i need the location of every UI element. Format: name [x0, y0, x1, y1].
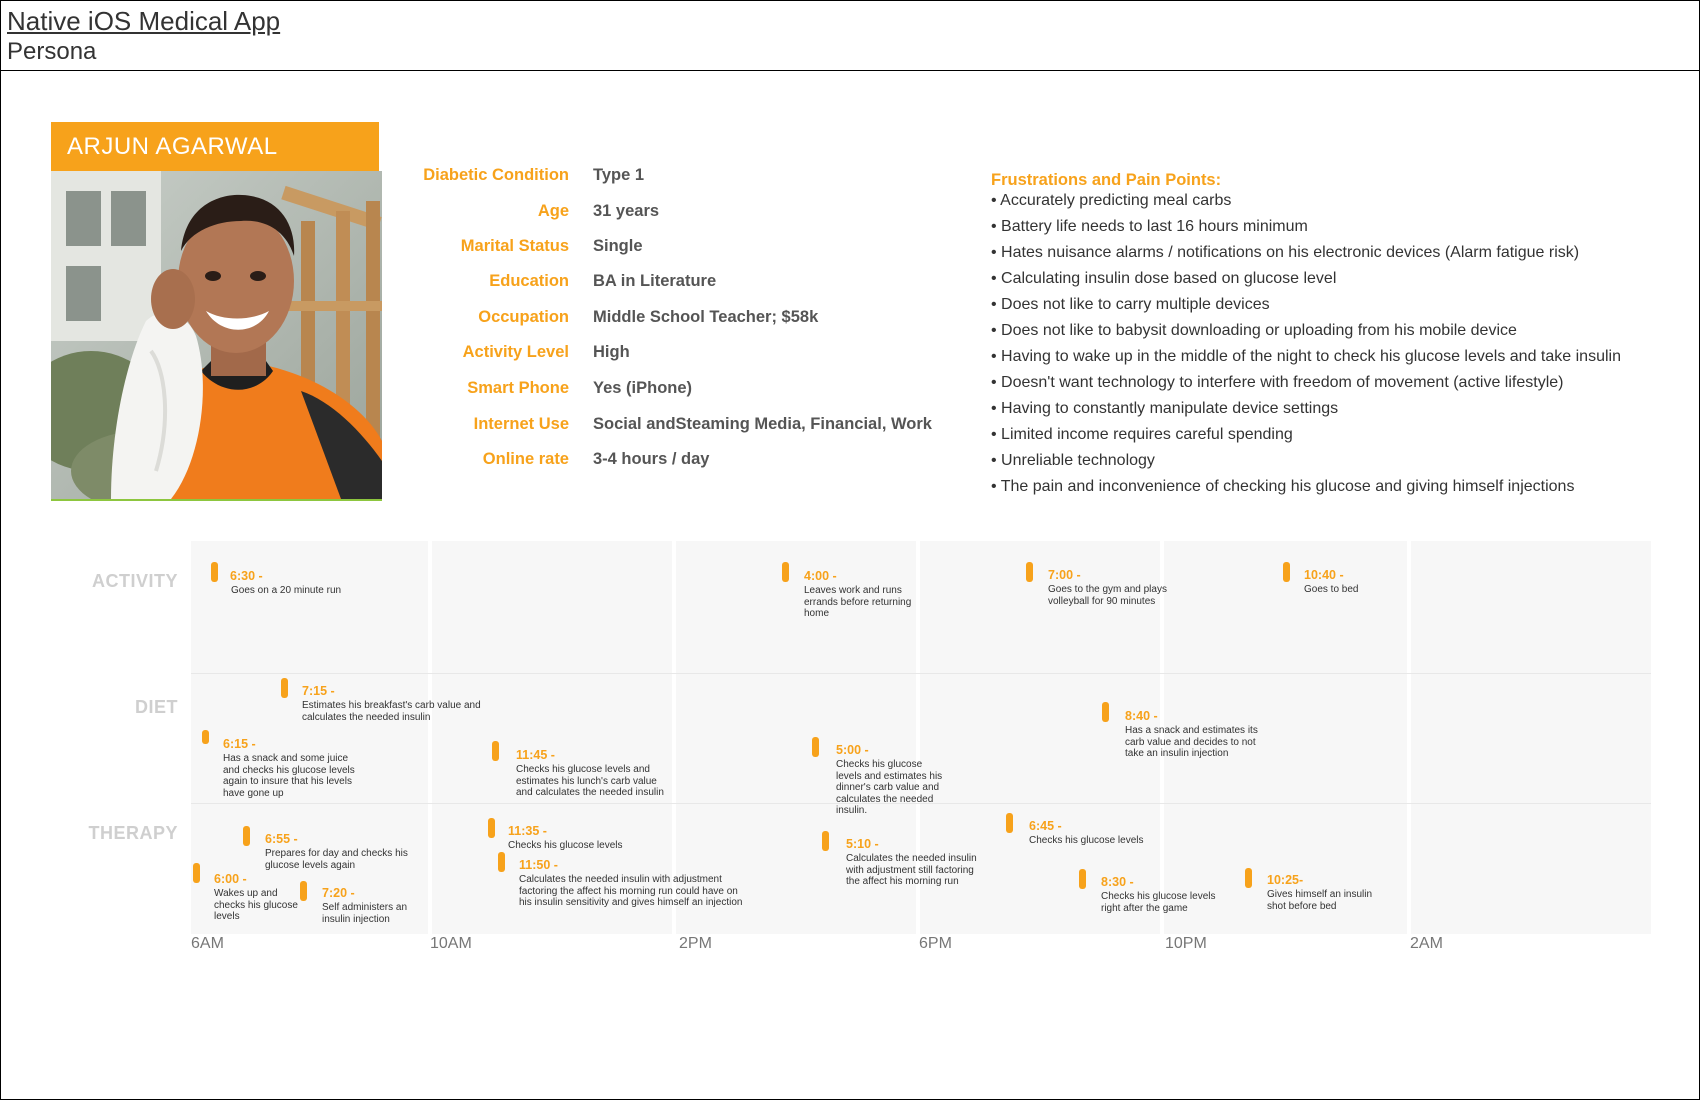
event-description: Estimates his breakfast's carb value and calculates the needed insulin — [302, 700, 481, 723]
profile-label: Education — [489, 272, 569, 290]
pain-point-item: • Does not like to carry multiple devices — [991, 296, 1270, 313]
event-time: 6:30 - — [230, 569, 263, 583]
event-time: 11:50 - — [519, 858, 558, 872]
pain-points-title: Frustrations and Pain Points: — [991, 171, 1222, 189]
event-description: Self administers an insulin injection — [322, 902, 408, 925]
profile-label: Occupation — [478, 308, 569, 326]
profile-value: Single — [593, 237, 643, 255]
event-marker — [782, 562, 789, 582]
event-description: Calculates the needed insulin with adjustment still factoring the affect his morning run — [846, 853, 977, 887]
app-title-link[interactable]: Native iOS Medical App — [7, 6, 281, 36]
profile-label: Smart Phone — [467, 379, 569, 397]
page-subtitle: Persona — [7, 38, 97, 65]
event-description: Calculates the needed insulin with adjustment factoring the affect his morning run could have on his insulin sensitivity and gives himself an injection — [519, 874, 743, 908]
event-description: Leaves work and runs errands before returning home — [804, 585, 912, 619]
pain-point-item: • Calculating insulin dose based on glucose level — [991, 270, 1337, 287]
profile-value: Middle School Teacher; $58k — [593, 308, 819, 326]
event-description: Prepares for day and checks his glucose levels again — [265, 848, 408, 871]
persona-photo — [51, 171, 382, 501]
row-label-diet: DIET — [134, 697, 178, 717]
event-description: Goes on a 20 minute run — [231, 585, 342, 596]
profile-value: 31 years — [593, 202, 660, 220]
event-time: 5:10 - — [846, 837, 879, 851]
pain-point-item: • Limited income requires careful spending — [991, 426, 1293, 443]
time-tick: 10PM — [1165, 935, 1207, 952]
event-description: Has a snack and some juice and checks his glucose levels again to insure that his levels have gone up — [223, 753, 355, 799]
time-divider — [428, 541, 432, 934]
event-marker — [1006, 813, 1013, 833]
event-time: 6:55 - — [265, 832, 298, 846]
event-time: 10:25- — [1267, 873, 1304, 887]
time-tick: 2AM — [1410, 935, 1443, 952]
profile-label: Internet Use — [473, 415, 569, 433]
page-header — [1, 1, 1699, 71]
pain-point-item: • Doesn't want technology to interfere with freedom of movement (active lifestyle) — [991, 374, 1564, 391]
pain-point-item: • Unreliable technology — [991, 452, 1155, 469]
persona-name: ARJUN AGARWAL — [51, 122, 379, 172]
event-description: Checks his glucose levels and estimates his lunch's carb value and calculates the needed insulin — [516, 764, 664, 798]
profile-label: Diabetic Condition — [423, 166, 569, 184]
time-divider — [1407, 541, 1411, 934]
profile-value: Yes (iPhone) — [593, 379, 693, 397]
event-marker — [300, 881, 307, 901]
persona-photo-illustration — [51, 171, 382, 499]
event-time: 7:20 - — [322, 886, 355, 900]
time-tick: 2PM — [679, 935, 712, 952]
pain-point-item: • Battery life needs to last 16 hours minimum — [991, 218, 1308, 235]
profile-value: High — [593, 343, 630, 361]
pain-point-item: • Accurately predicting meal carbs — [991, 192, 1232, 209]
event-time: 6:45 - — [1029, 819, 1062, 833]
pain-point-item: • Does not like to babysit downloading or uploading from his mobile device — [991, 322, 1517, 339]
event-description: Gives himself an insulin shot before bed — [1267, 889, 1373, 912]
event-time: 6:00 - — [214, 872, 247, 886]
event-time: 7:15 - — [302, 684, 335, 698]
event-marker — [202, 730, 209, 744]
row-label-activity: ACTIVITY — [91, 571, 178, 591]
event-description: Goes to bed — [1304, 584, 1359, 595]
event-marker — [1283, 562, 1290, 582]
time-tick: 6AM — [191, 935, 224, 952]
event-time: 6:15 - — [223, 737, 256, 751]
event-description: Wakes up and checks his glucose levels — [214, 888, 298, 922]
event-description: Checks his glucose levels right after the game — [1101, 891, 1216, 914]
event-description: Checks his glucose levels and estimates his dinner's carb value and calculates the needed insulin. — [836, 759, 943, 816]
event-time: 7:00 - — [1048, 568, 1081, 582]
event-time: 11:35 - — [508, 824, 547, 838]
event-marker — [1079, 869, 1086, 889]
event-marker — [822, 831, 829, 851]
profile-value: Social andSteaming Media, Financial, Work — [593, 415, 932, 433]
event-time: 8:30 - — [1101, 875, 1134, 889]
event-time: 8:40 - — [1125, 709, 1158, 723]
event-marker — [498, 852, 505, 872]
event-time: 10:40 - — [1304, 568, 1344, 582]
event-marker — [281, 678, 288, 698]
pain-point-item: • Having to wake up in the middle of the night to check his glucose levels and take insulin — [991, 348, 1621, 365]
event-time: 5:00 - — [836, 743, 869, 757]
profile-value: Type 1 — [593, 166, 645, 184]
event-marker — [1026, 562, 1033, 582]
event-description: Goes to the gym and plays volleyball for 90 minutes — [1048, 584, 1167, 607]
event-marker — [812, 737, 819, 757]
event-marker — [488, 818, 495, 838]
row-label-therapy: THERAPY — [88, 823, 178, 843]
event-time: 4:00 - — [804, 569, 837, 583]
profile-label: Age — [537, 202, 569, 220]
event-marker — [1102, 702, 1109, 722]
profile-value: BA in Literature — [593, 272, 717, 290]
event-description: Checks his glucose levels — [508, 840, 623, 851]
row-divider — [191, 673, 1651, 674]
event-marker — [211, 562, 218, 582]
profile-label: Online rate — [482, 450, 569, 468]
pain-point-item: • Having to constantly manipulate device settings — [991, 400, 1339, 417]
profile-label: Activity Level — [462, 343, 569, 361]
event-time: 11:45 - — [516, 748, 555, 762]
profile-value: 3-4 hours / day — [593, 450, 710, 468]
event-description: Checks his glucose levels — [1029, 835, 1144, 846]
profile-label: Marital Status — [460, 237, 569, 255]
event-marker — [193, 863, 200, 883]
event-marker — [492, 741, 499, 761]
time-tick: 6PM — [919, 935, 952, 952]
event-marker — [243, 826, 250, 846]
event-marker — [1245, 868, 1252, 888]
time-tick: 10AM — [430, 935, 472, 952]
event-description: Has a snack and estimates its carb value and decides to not take an insulin injection — [1125, 725, 1258, 759]
pain-point-item: • The pain and inconvenience of checking his glucose and giving himself injections — [991, 478, 1575, 495]
pain-point-item: • Hates nuisance alarms / notifications on his electronic devices (Alarm fatigue risk) — [991, 244, 1580, 261]
